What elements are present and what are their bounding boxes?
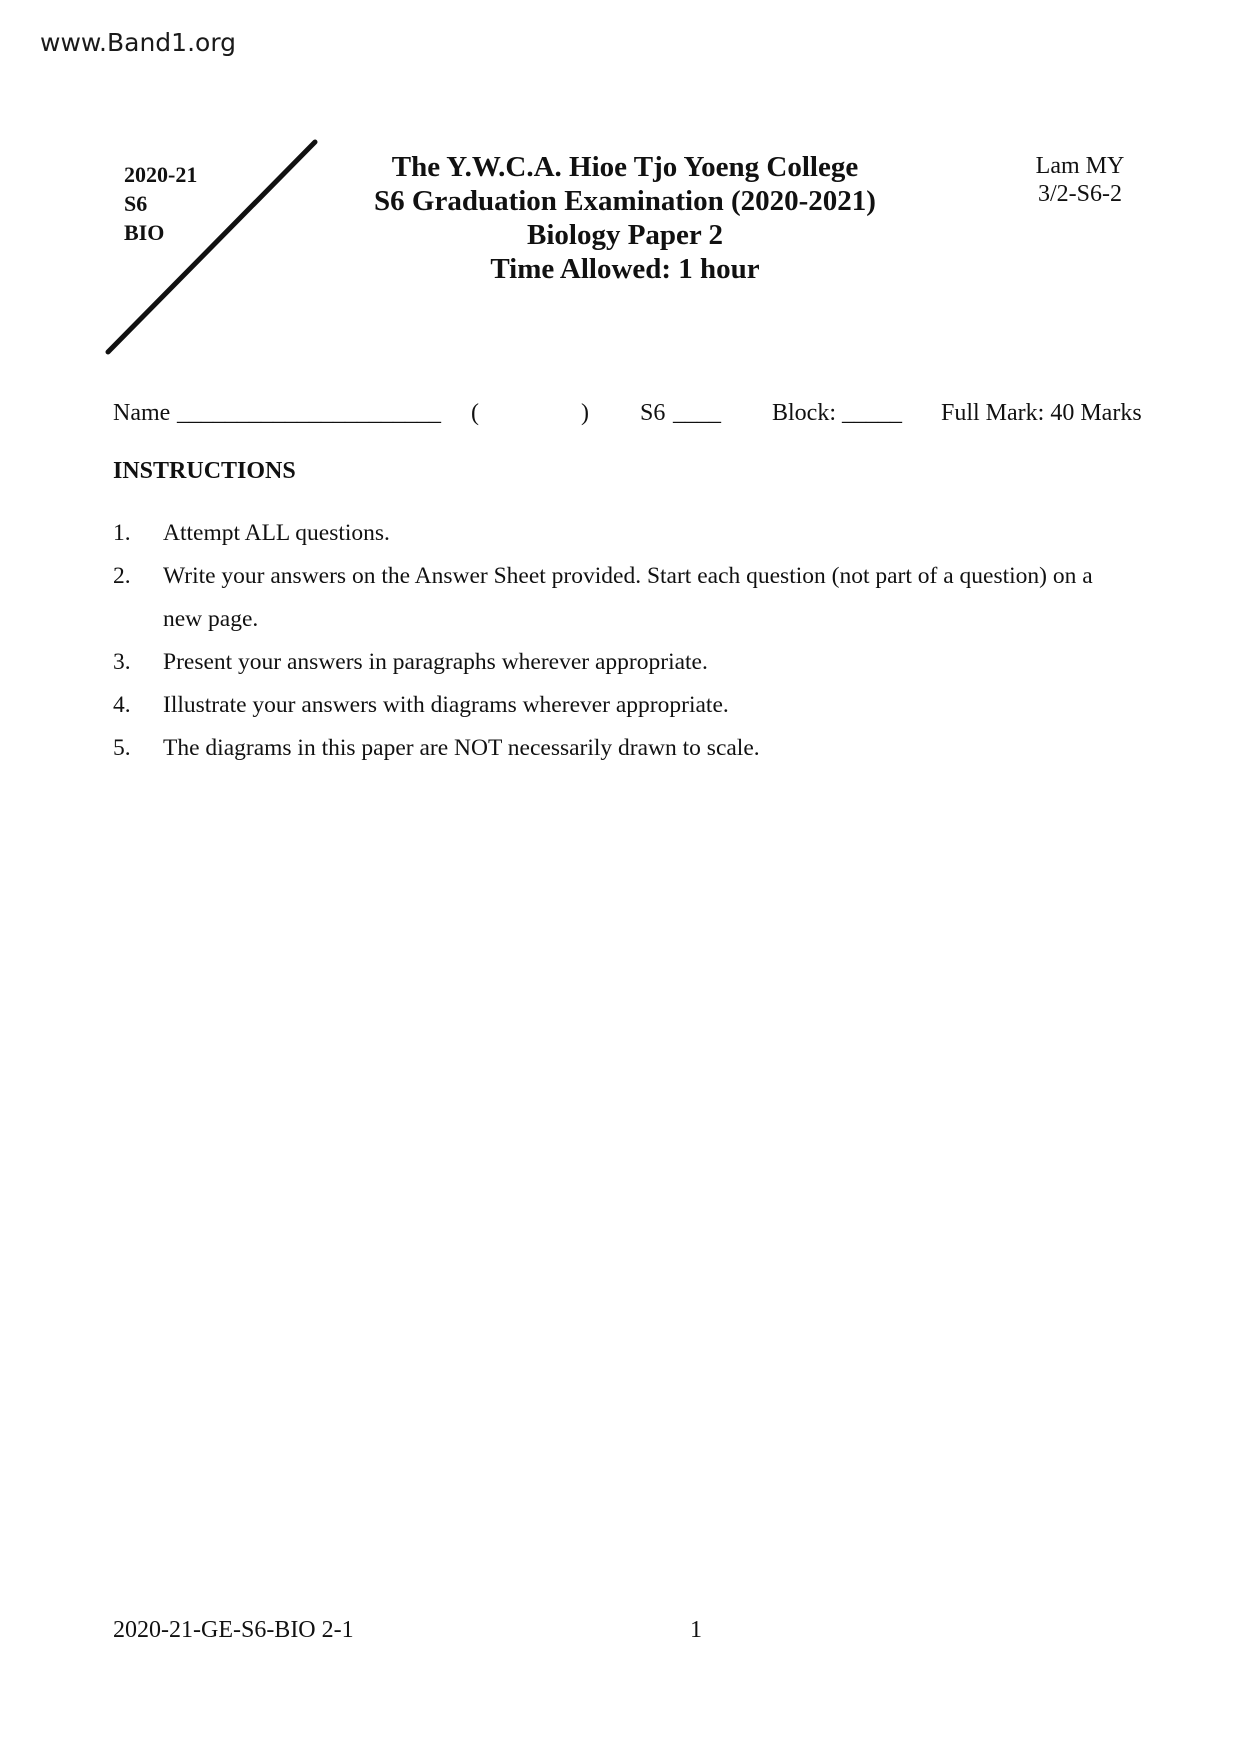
corner-form: S6 [124,191,148,216]
school-name: The Y.W.C.A. Hioe Tjo Yoeng College [391,151,859,183]
instruction-text: The diagrams in this paper are NOT necessarily drawn to scale. [163,735,760,761]
exam-header [330,150,920,286]
instruction-item [113,512,1133,555]
teacher-code: 3/2-S6-2 [1038,181,1122,207]
instruction-text: Present your answers in paragraphs wherever appropriate. [163,649,708,675]
student-info-row [113,400,1163,434]
footer-paper-code: 2020-21-GE-S6-BIO 2-1 [113,1617,354,1643]
instruction-number: 1. [113,520,131,546]
instructions-title: INSTRUCTIONS [113,458,296,484]
instruction-number: 2. [113,563,131,589]
instructions-list [113,512,1133,770]
instruction-text: Write your answers on the Answer Sheet provided. Start each question (not part of a question) on a new page. [163,563,1093,632]
instruction-item [113,641,1133,684]
teacher-name: Lam MY [1035,153,1125,179]
teacher-info [1010,152,1150,208]
name-label: Name [113,400,171,426]
full-mark: Full Mark: 40 Marks [941,400,1142,426]
instruction-item [113,684,1133,727]
corner-year: 2020-21 [124,162,198,187]
instruction-item [113,727,1133,770]
instruction-text: Attempt ALL questions. [163,520,390,546]
paper-title: Biology Paper 2 [526,219,724,251]
page-number: 1 [690,1617,702,1643]
instruction-text: Illustrate your answers with diagrams wherever appropriate. [163,692,729,718]
instruction-number: 3. [113,649,131,675]
block-label: Block: [772,400,836,426]
class-number-open: ( [471,400,479,426]
class-label: S6 [640,400,666,426]
time-allowed: Time Allowed: 1 hour [490,253,760,285]
instruction-number: 4. [113,692,131,718]
class-field[interactable]: ____ [673,400,721,426]
exam-title: S6 Graduation Examination (2020-2021) [374,185,876,217]
instruction-item [113,555,1133,641]
corner-subject: BIO [124,220,165,245]
class-number-close: ) [581,400,589,426]
watermark: www.Band1.org [40,28,237,57]
name-field[interactable]: ______________________ [177,400,441,426]
corner-code [124,160,197,247]
block-field[interactable]: _____ [842,400,902,426]
instruction-number: 5. [113,735,131,761]
